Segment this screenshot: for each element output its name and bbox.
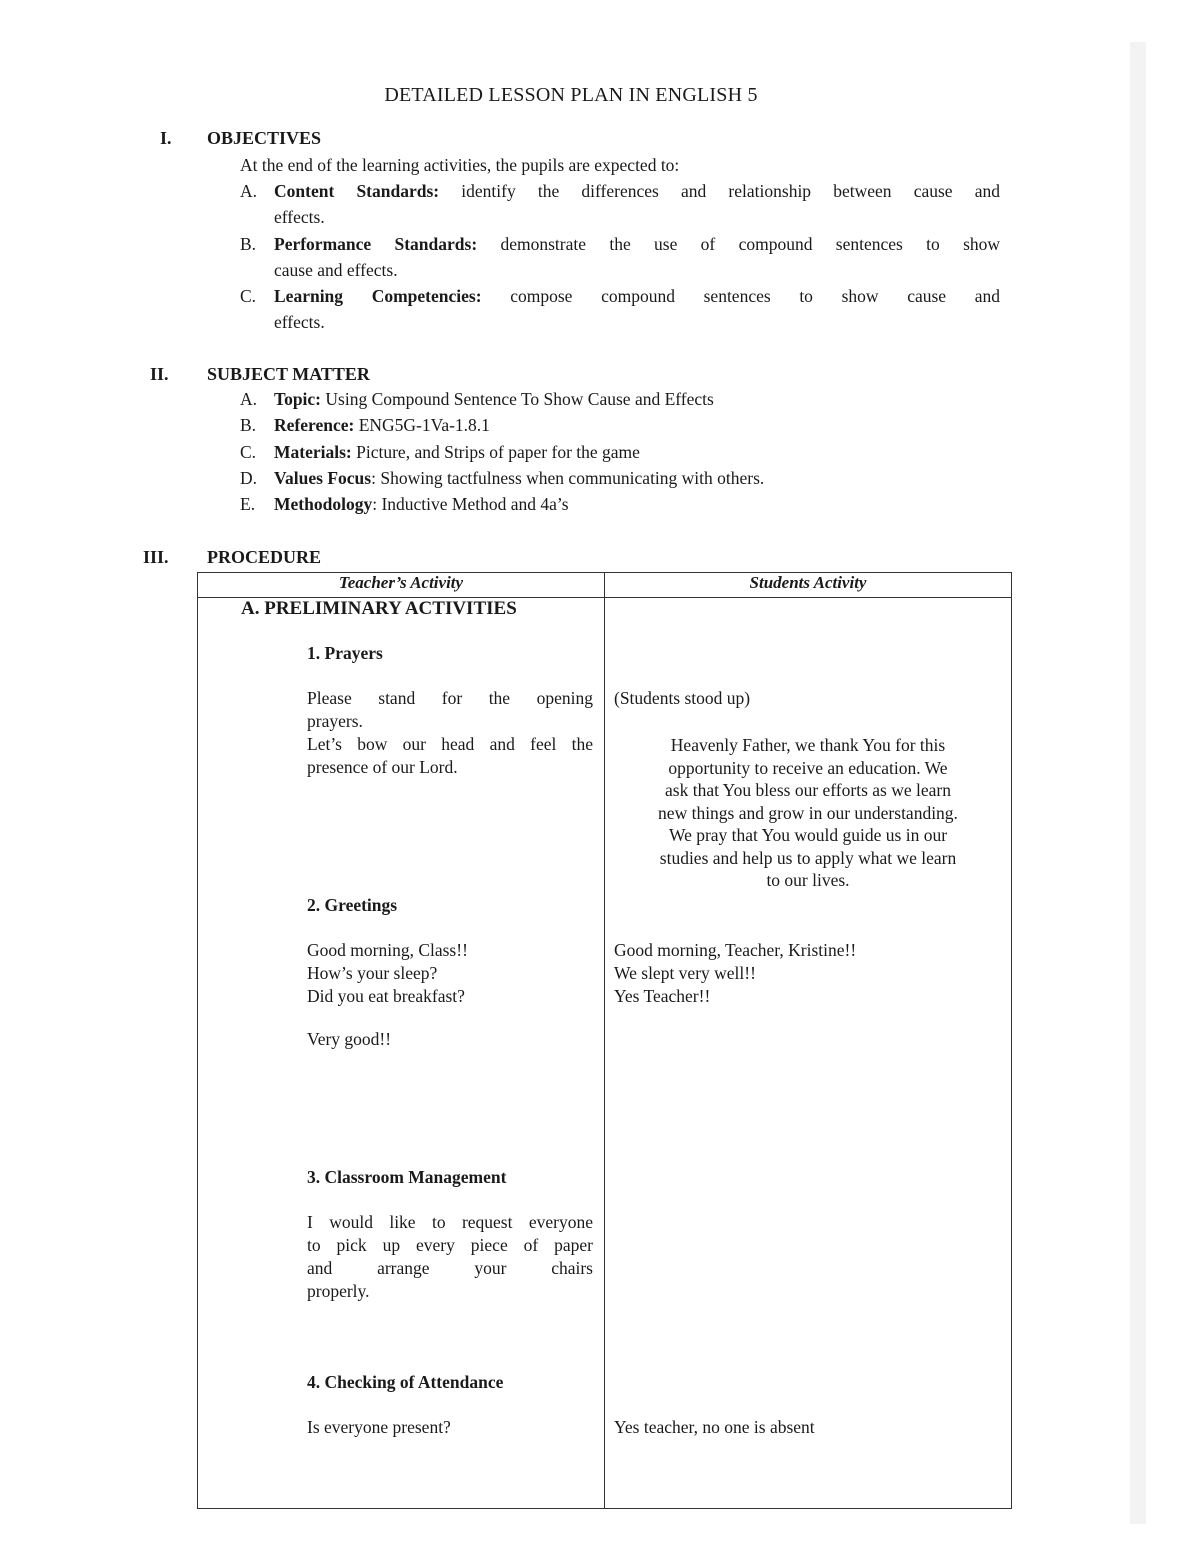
subject-item-topic [240, 389, 714, 410]
item-text: Picture, and Strips of paper for the game [356, 442, 640, 462]
item-letter: C. [240, 442, 257, 462]
prayer-line: ask that You bless our efforts as we learn [665, 780, 951, 800]
teacher-prayer-line: Please stand for the opening [307, 688, 593, 708]
item-letter: B. [240, 415, 257, 435]
teacher-prayer-line: Let’s bow our head and feel the [307, 734, 593, 754]
item-text: identify the differences and relationship between cause and [461, 181, 1000, 201]
item-text: compose compound sentences to show cause and [510, 286, 1000, 306]
objectives-number: I. [160, 128, 172, 148]
item-text: Using Compound Sentence To Show Cause and Effects [325, 389, 714, 409]
prayer-line: new things and grow in our understanding. [658, 802, 958, 823]
item-letter: D. [240, 468, 258, 488]
objective-item-c [240, 283, 1000, 335]
item-label: Topic: [274, 389, 322, 409]
item-label: Content Standards: [274, 181, 440, 201]
item-text: ENG5G-1Va-1.8.1 [358, 415, 490, 435]
item-text: : Inductive Method and 4a’s [372, 494, 569, 514]
procedure-heading: PROCEDURE [207, 547, 322, 567]
procedure-number: III. [143, 547, 169, 567]
item-text-cont: effects. [274, 312, 325, 332]
subject-item-methodology [240, 494, 569, 515]
prayer-line: studies and help us to apply what we learn [659, 847, 957, 868]
procedure-table [197, 572, 1012, 1509]
section-a-heading: A. PRELIMINARY ACTIVITIES [241, 598, 517, 619]
teacher-prayer-line: presence of our Lord. [307, 757, 458, 777]
item-text: demonstrate the use of compound sentences to show [500, 234, 1001, 254]
teacher-classroom-line: I would like to request everyone [307, 1212, 593, 1232]
student-response: (Students stood up) [614, 688, 751, 708]
subject-matter-number: II. [150, 364, 169, 384]
col-teacher-header: Teacher’s Activity [198, 573, 605, 598]
student-prayer-text [609, 734, 1007, 892]
prayers-heading: 1. Prayers [307, 643, 383, 663]
item-label: Materials: [274, 442, 352, 462]
greetings-heading: 2. Greetings [307, 895, 398, 915]
student-attendance-line: Yes teacher, no one is absent [614, 1417, 815, 1437]
objective-item-b [240, 231, 1000, 283]
student-greeting-line: Good morning, Teacher, Kristine!! [614, 940, 857, 960]
teacher-classroom-line: properly. [307, 1281, 370, 1301]
prayer-line: to our lives. [766, 870, 850, 890]
item-letter: B. [240, 234, 257, 254]
item-label: Values Focus [274, 468, 372, 488]
objectives-intro: At the end of the learning activities, the pupils are expected to: [240, 155, 680, 175]
objective-item-a [240, 178, 1000, 230]
teacher-greeting-line: Did you eat breakfast? [307, 986, 465, 1006]
teacher-greeting-line: Good morning, Class!! [307, 940, 468, 960]
teacher-classroom-line: and arrange your chairs [307, 1258, 593, 1278]
table-header-row [198, 573, 1012, 598]
subject-item-materials [240, 442, 640, 463]
item-label: Performance Standards: [274, 234, 478, 254]
subject-matter-heading: SUBJECT MATTER [207, 364, 370, 384]
objectives-heading: OBJECTIVES [207, 128, 322, 148]
attendance-heading: 4. Checking of Attendance [307, 1372, 504, 1392]
teacher-attendance-line: Is everyone present? [307, 1417, 451, 1437]
item-label: Reference: [274, 415, 355, 435]
item-letter: A. [240, 389, 258, 409]
student-greeting-line: Yes Teacher!! [614, 986, 711, 1006]
teacher-classroom-line: to pick up every piece of paper [307, 1235, 593, 1255]
prayer-line: opportunity to receive an education. We [668, 757, 948, 778]
teacher-prayer-line: prayers. [307, 711, 363, 731]
scrollbar[interactable] [1130, 42, 1146, 1524]
subject-item-values-focus [240, 468, 764, 489]
col-students-header: Students Activity [605, 573, 1012, 598]
item-label: Learning Competencies: [274, 286, 482, 306]
item-letter: E. [240, 494, 256, 514]
item-letter: C. [240, 286, 257, 306]
classroom-management-heading: 3. Classroom Management [307, 1167, 507, 1187]
teacher-greeting-line: How’s your sleep? [307, 963, 438, 983]
subject-item-reference [240, 415, 490, 436]
item-label: Methodology [274, 494, 373, 514]
teacher-greeting-line: Very good!! [307, 1029, 392, 1049]
table-row [198, 598, 1012, 1509]
item-text-cont: cause and effects. [274, 260, 398, 280]
prayer-line: We pray that You would guide us in our [668, 825, 948, 845]
teacher-activity-cell [198, 598, 605, 1509]
student-greeting-line: We slept very well!! [614, 963, 756, 983]
students-activity-cell [605, 598, 1012, 1509]
item-text-cont: effects. [274, 207, 325, 227]
document-title: DETAILED LESSON PLAN IN ENGLISH 5 [384, 84, 758, 106]
prayer-line: Heavenly Father, we thank You for this [670, 735, 946, 755]
item-text: : Showing tactfulness when communicating with others. [371, 468, 765, 488]
item-letter: A. [240, 181, 258, 201]
